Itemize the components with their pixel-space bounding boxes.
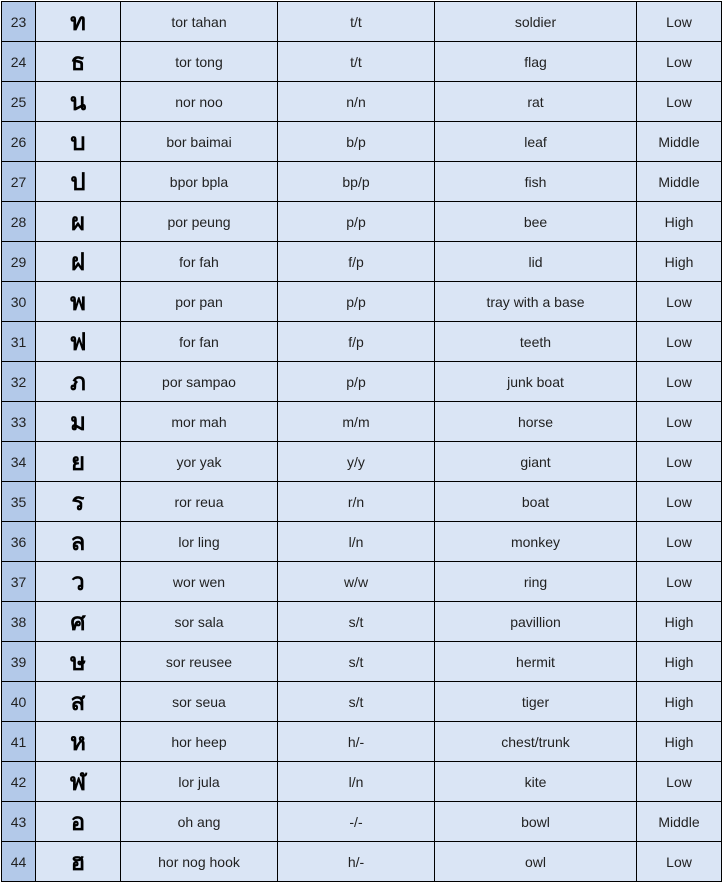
- letter-sound: w/w: [278, 562, 435, 602]
- letter-meaning: ring: [435, 562, 637, 602]
- letter-meaning: tiger: [435, 682, 637, 722]
- row-number: 30: [2, 282, 36, 322]
- row-number: 24: [2, 42, 36, 82]
- row-number: 42: [2, 762, 36, 802]
- letter-meaning: soldier: [435, 2, 637, 42]
- thai-letter: ส: [36, 682, 121, 722]
- table-row: [2, 722, 722, 762]
- consonant-class: High: [637, 682, 722, 722]
- row-number: 44: [2, 842, 36, 882]
- row-number: 29: [2, 242, 36, 282]
- letter-sound: s/t: [278, 602, 435, 642]
- thai-letter: ผ: [36, 202, 121, 242]
- thai-letter: ฟ: [36, 322, 121, 362]
- consonant-class: Low: [637, 362, 722, 402]
- letter-sound: r/n: [278, 482, 435, 522]
- letter-name: oh ang: [121, 802, 278, 842]
- thai-letter: ฝ: [36, 242, 121, 282]
- letter-meaning: chest/trunk: [435, 722, 637, 762]
- letter-name: sor reusee: [121, 642, 278, 682]
- row-number: 34: [2, 442, 36, 482]
- row-number: 33: [2, 402, 36, 442]
- letter-name: yor yak: [121, 442, 278, 482]
- thai-letter: ร: [36, 482, 121, 522]
- table-row: [2, 2, 722, 42]
- letter-sound: s/t: [278, 642, 435, 682]
- letter-sound: p/p: [278, 202, 435, 242]
- consonant-class: Middle: [637, 802, 722, 842]
- letter-name: sor sala: [121, 602, 278, 642]
- consonant-class: Low: [637, 482, 722, 522]
- thai-letter: ษ: [36, 642, 121, 682]
- consonant-class: Low: [637, 562, 722, 602]
- letter-name: por sampao: [121, 362, 278, 402]
- thai-letter: ห: [36, 722, 121, 762]
- thai-letter: ย: [36, 442, 121, 482]
- thai-letter: ป: [36, 162, 121, 202]
- letter-sound: s/t: [278, 682, 435, 722]
- thai-letter: ล: [36, 522, 121, 562]
- table-row: [2, 762, 722, 802]
- letter-meaning: monkey: [435, 522, 637, 562]
- table-row: [2, 42, 722, 82]
- letter-name: bpor bpla: [121, 162, 278, 202]
- letter-meaning: horse: [435, 402, 637, 442]
- row-number: 25: [2, 82, 36, 122]
- consonant-class: High: [637, 642, 722, 682]
- table-row: [2, 642, 722, 682]
- thai-letter: ว: [36, 562, 121, 602]
- consonant-class: High: [637, 242, 722, 282]
- letter-meaning: tray with a base: [435, 282, 637, 322]
- letter-sound: l/n: [278, 522, 435, 562]
- consonant-class: High: [637, 722, 722, 762]
- table-row: [2, 522, 722, 562]
- letter-sound: -/-: [278, 802, 435, 842]
- table-row: [2, 82, 722, 122]
- table-row: [2, 442, 722, 482]
- letter-meaning: bowl: [435, 802, 637, 842]
- letter-meaning: teeth: [435, 322, 637, 362]
- table-row: [2, 242, 722, 282]
- row-number: 26: [2, 122, 36, 162]
- table-row: [2, 282, 722, 322]
- row-number: 40: [2, 682, 36, 722]
- letter-sound: bp/p: [278, 162, 435, 202]
- table-row: [2, 482, 722, 522]
- row-number: 43: [2, 802, 36, 842]
- letter-sound: h/-: [278, 842, 435, 882]
- letter-name: wor wen: [121, 562, 278, 602]
- consonant-class: Low: [637, 842, 722, 882]
- letter-meaning: flag: [435, 42, 637, 82]
- row-number: 31: [2, 322, 36, 362]
- letter-name: por peung: [121, 202, 278, 242]
- table-row: [2, 362, 722, 402]
- letter-sound: p/p: [278, 282, 435, 322]
- row-number: 32: [2, 362, 36, 402]
- consonant-class: Middle: [637, 162, 722, 202]
- table-row: [2, 202, 722, 242]
- letter-name: mor mah: [121, 402, 278, 442]
- letter-name: nor noo: [121, 82, 278, 122]
- consonant-class: High: [637, 602, 722, 642]
- row-number: 37: [2, 562, 36, 602]
- letter-name: bor baimai: [121, 122, 278, 162]
- row-number: 36: [2, 522, 36, 562]
- letter-sound: l/n: [278, 762, 435, 802]
- letter-meaning: giant: [435, 442, 637, 482]
- consonant-class: Low: [637, 2, 722, 42]
- row-number: 23: [2, 2, 36, 42]
- table-row: [2, 162, 722, 202]
- letter-sound: b/p: [278, 122, 435, 162]
- thai-letter: ฮ: [36, 842, 121, 882]
- thai-letter: ท: [36, 2, 121, 42]
- table-row: [2, 122, 722, 162]
- table-body: [2, 2, 722, 882]
- row-number: 27: [2, 162, 36, 202]
- thai-letter: พ: [36, 282, 121, 322]
- letter-name: hor nog hook: [121, 842, 278, 882]
- consonant-class: Middle: [637, 122, 722, 162]
- letter-sound: y/y: [278, 442, 435, 482]
- letter-sound: f/p: [278, 242, 435, 282]
- table-row: [2, 562, 722, 602]
- thai-letter: อ: [36, 802, 121, 842]
- thai-letter: ม: [36, 402, 121, 442]
- letter-meaning: fish: [435, 162, 637, 202]
- letter-meaning: junk boat: [435, 362, 637, 402]
- letter-sound: m/m: [278, 402, 435, 442]
- letter-sound: p/p: [278, 362, 435, 402]
- letter-meaning: lid: [435, 242, 637, 282]
- letter-name: for fan: [121, 322, 278, 362]
- row-number: 38: [2, 602, 36, 642]
- letter-name: por pan: [121, 282, 278, 322]
- letter-sound: n/n: [278, 82, 435, 122]
- letter-meaning: pavillion: [435, 602, 637, 642]
- letter-name: lor jula: [121, 762, 278, 802]
- thai-letter: ภ: [36, 362, 121, 402]
- letter-meaning: bee: [435, 202, 637, 242]
- letter-name: tor tong: [121, 42, 278, 82]
- consonant-class: Low: [637, 82, 722, 122]
- consonant-class: Low: [637, 402, 722, 442]
- letter-meaning: rat: [435, 82, 637, 122]
- consonant-class: Low: [637, 442, 722, 482]
- row-number: 39: [2, 642, 36, 682]
- table-row: [2, 602, 722, 642]
- row-number: 41: [2, 722, 36, 762]
- letter-name: hor heep: [121, 722, 278, 762]
- row-number: 28: [2, 202, 36, 242]
- consonant-class: High: [637, 202, 722, 242]
- thai-letter: ธ: [36, 42, 121, 82]
- thai-letter: น: [36, 82, 121, 122]
- letter-name: sor seua: [121, 682, 278, 722]
- letter-meaning: boat: [435, 482, 637, 522]
- letter-meaning: hermit: [435, 642, 637, 682]
- consonant-class: Low: [637, 762, 722, 802]
- consonant-table: [1, 1, 722, 882]
- row-number: 35: [2, 482, 36, 522]
- table-row: [2, 802, 722, 842]
- consonant-class: Low: [637, 282, 722, 322]
- table-row: [2, 842, 722, 882]
- consonant-class: Low: [637, 322, 722, 362]
- consonant-class: Low: [637, 522, 722, 562]
- thai-letter: ฬ: [36, 762, 121, 802]
- letter-meaning: leaf: [435, 122, 637, 162]
- thai-letter: บ: [36, 122, 121, 162]
- thai-letter: ศ: [36, 602, 121, 642]
- letter-meaning: owl: [435, 842, 637, 882]
- letter-name: ror reua: [121, 482, 278, 522]
- letter-sound: h/-: [278, 722, 435, 762]
- table-row: [2, 682, 722, 722]
- table-row: [2, 402, 722, 442]
- letter-meaning: kite: [435, 762, 637, 802]
- table-row: [2, 322, 722, 362]
- letter-name: for fah: [121, 242, 278, 282]
- consonant-class: Low: [637, 42, 722, 82]
- letter-sound: f/p: [278, 322, 435, 362]
- letter-name: tor tahan: [121, 2, 278, 42]
- letter-name: lor ling: [121, 522, 278, 562]
- letter-sound: t/t: [278, 42, 435, 82]
- letter-sound: t/t: [278, 2, 435, 42]
